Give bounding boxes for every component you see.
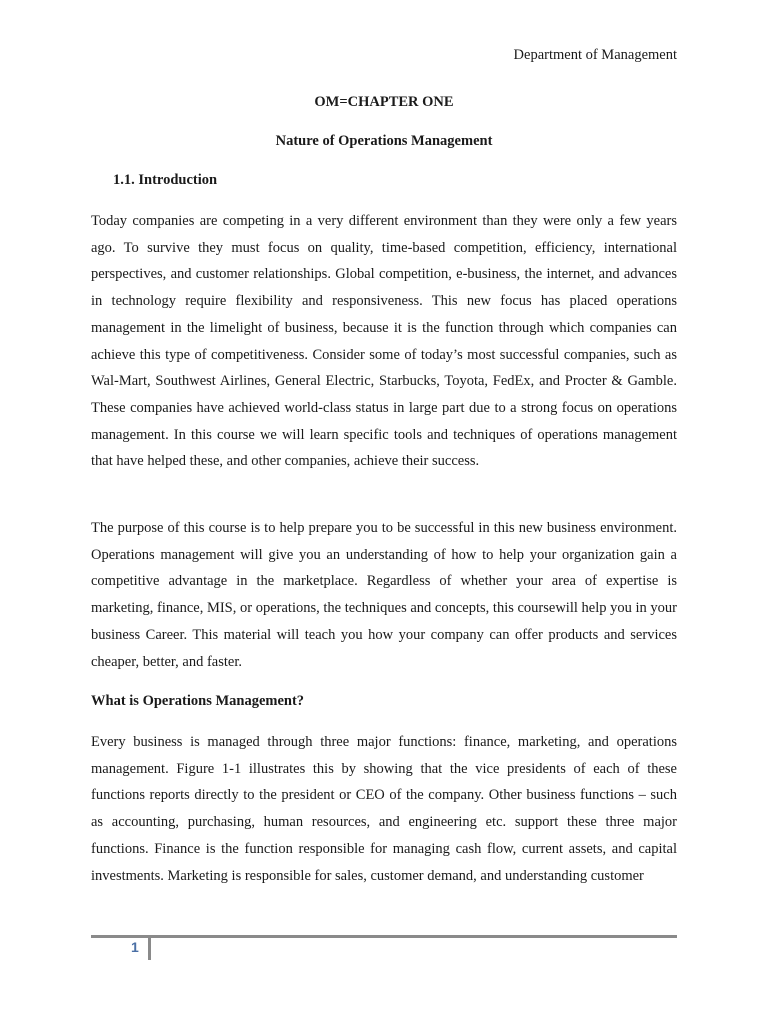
- page-number-divider: [148, 938, 151, 960]
- page-header-department: Department of Management: [513, 47, 677, 63]
- chapter-subtitle: Nature of Operations Management: [275, 133, 493, 149]
- paragraph-introduction: Today companies are competing in a very different environment than they were only a few years ago. To survive they must focus on quality, time-based competition, efficiency, international perspectives, and customer relationships. Global competition, e-business, the internet, and advances in technology require flexibility and responsiveness. This new focus has placed operations management in the limelight of business, because it is the function through which companies can achieve this type of competitiveness. Consider some of today’s most successful companies, such as Wal-Mart, Southwest Airlines, General Electric, Starbucks, Toyota, FedEx, and Procter & Gamble. These companies have achieved world-class status in large part due to a strong focus on operations management. In this course we will learn specific tools and techniques of operations management that have helped these, and other companies, achieve their success.: [91, 213, 677, 470]
- paragraph-business-functions: Every business is managed through three major functions: finance, marketing, and operations management. Figure 1-1 illustrates this by showing that the vice presidents of each of these functions reports directly to the president or CEO of the company. Other business functions – such as accounting, purchasing, human resources, and engineering etc. support these three major functions. Finance is the function responsible for managing cash flow, current assets, and capital investments. Marketing is responsible for sales, customer demand, and understanding customer: [91, 734, 677, 884]
- heading-what-is-om: What is Operations Management?: [91, 693, 305, 709]
- section-heading-introduction: 1.1. Introduction: [113, 172, 218, 188]
- footer-rule: [91, 935, 677, 938]
- chapter-title: OM=CHAPTER ONE: [314, 94, 454, 110]
- paragraph-course-purpose: The purpose of this course is to help prepare you to be successful in this new business environment. Operations management will give you an understanding of how to help your organization gain a competitive advantage in the marketplace. Regardless of whether your area of expertise is marketing, finance, MIS, or operations, the techniques and concepts, this coursewill help you in your business Career. This material will teach you how your company can offer products and services cheaper, better, and faster.: [91, 520, 677, 670]
- page-number: 1: [131, 939, 139, 955]
